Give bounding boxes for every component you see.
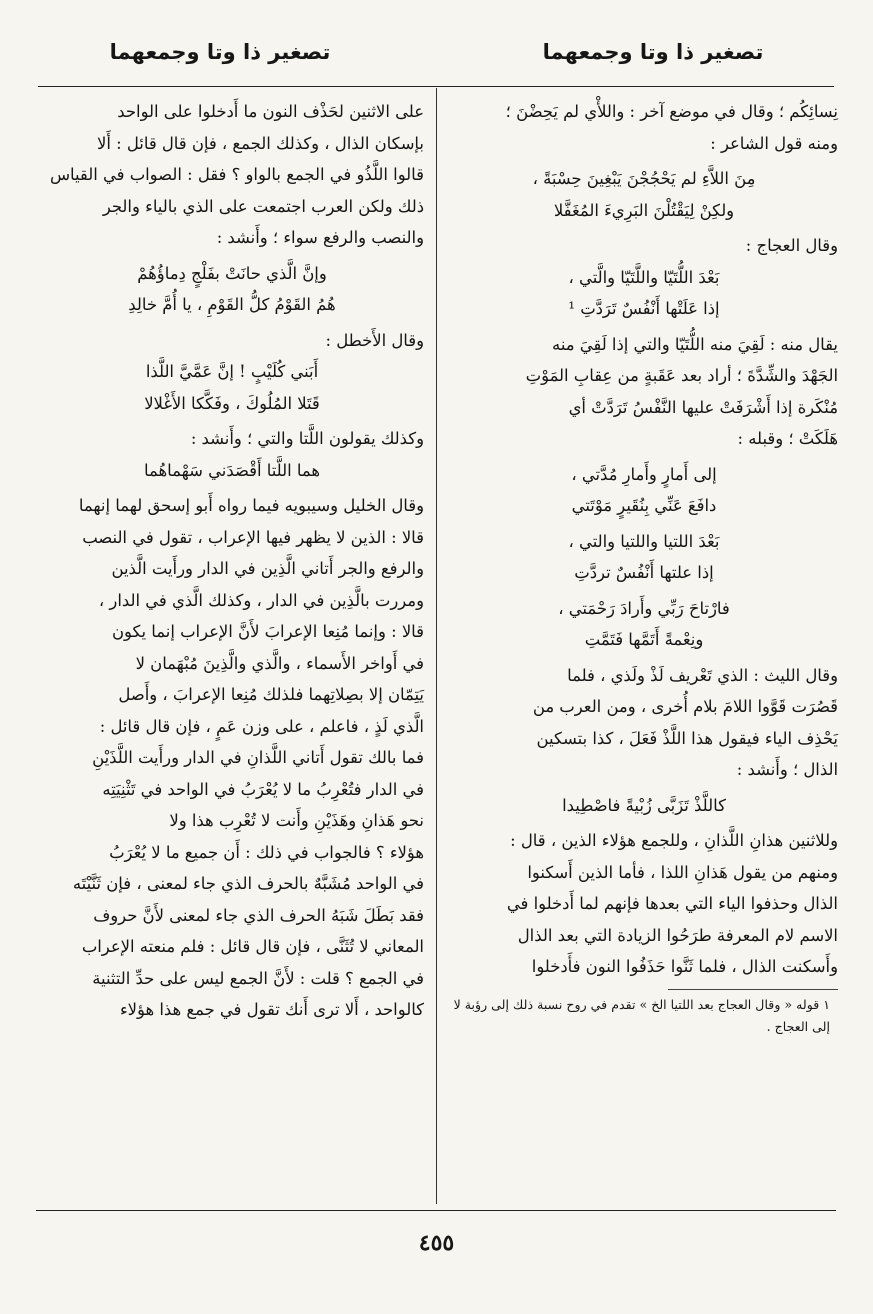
text-line: يقال منه : لَقِيَ منه اللُّتَيّا والتي إذا لَقِيَ منه <box>552 334 838 354</box>
verse-line: بَعْدَ اللتيا واللتيا والتي ، <box>568 531 720 551</box>
text-line: وقال العجاج : <box>745 236 838 255</box>
text-line: وقال الأَخطل : <box>325 330 424 350</box>
verse-line: فارْتاحَ رَبِّي وأَرادَ رَحْمَتي ، <box>558 598 730 618</box>
footnote: ١ قوله « وقال العجاج بعد اللتيا الخ » تقدم في روح نسبة ذلك إلى رؤبة لا إلى العجاج . <box>453 996 830 1034</box>
verse-line: أَبَني كُلَيْبٍ ! إنَّ عَمَّيَّ اللَّذا <box>145 362 319 381</box>
text-line: في الواحد مُشَبَّهٌ بالحرف الذي جاء لمعنى ، فإن ثَنَّيْتَه <box>72 874 424 893</box>
verse-line: بَعْدَ اللُّتَيّا واللَّتَيّا والَّتي ، <box>568 267 720 287</box>
text-line: الذال ؛ وأَنشد : <box>736 760 838 779</box>
text-line: الاسم لام المعرفة طرَحُوا الزيادة التي بعد الذال <box>517 925 838 945</box>
text-line: فما بالك تقول أَتاني اللَّذانِ في الدار ورأَيت اللَّذَيْنِ <box>92 748 424 767</box>
text-line: يَتِمّان إلا بصِلاتِهما فلذلك مُنِعا الإعرابَ ، وأَصل <box>118 685 424 704</box>
verse-line: هُمُ القَوْمُ كلُّ القَوْمِ ، يا أُمَّ خالِدِ <box>128 295 336 314</box>
text-line: والنصب والرفع سواء ؛ وأَنشد : <box>216 228 424 247</box>
verse-line: دافَعَ عَنِّي بِنُقَيرٍ مَوْتَتي <box>571 496 717 515</box>
footnote-rule <box>668 989 838 990</box>
text-line: قالوا اللَّذُو في الجمع بالواو ؟ فقل : الصواب في القياس <box>49 165 424 184</box>
header-rule <box>38 86 834 87</box>
text-line: كالواحد ، أَلا ترى أَنك تقول في جمع هذا هؤلاء <box>119 1000 424 1019</box>
verse-line: ونِعْمةً أَتَمَّها فَتَمَّتِ <box>584 630 704 649</box>
column-separator <box>436 88 437 1204</box>
text-line: وقال الليث : الذي تَعْريف لَذْ ولَذي ، فلما <box>567 665 838 685</box>
text-line: وأَسكنت الذال ، فلما ثَنَّوا حَذَفُوا النون فأَدخلوا <box>531 957 838 976</box>
text-line: هَلَكَتْ ؛ وقبله : <box>737 429 838 448</box>
text-line: الَّذي لَذٍ ، فاعلم ، على وزن عَمٍ ، فإن قال قائل : <box>99 716 424 736</box>
left-column <box>40 96 424 1026</box>
text-line: والرفع والجر أَتاني الَّذِين في الدار ورأَيت الَّذين <box>111 559 424 578</box>
text-line: وقال الخليل وسيبويه فيما رواه أَبو إسحق لهما إنهما <box>78 496 424 515</box>
right-column <box>450 96 838 1038</box>
verse-line: وإنَّ الَّذي حانَتْ بفَلْجٍ دِماؤُهُمْ <box>137 263 327 283</box>
text-line: وكذلك يقولون اللَّتا والتي ؛ وأَنشد : <box>190 429 424 448</box>
verse-line: إلى أَمارٍ وأَمارِ مُدَّتي ، <box>571 464 717 484</box>
text-line: مُنْكَرة إذا أَشْرَفَتْ عليها النَّفْسُ تَرَدَّتْ أي <box>568 397 838 417</box>
page-number: ٤٥٥ <box>418 1230 455 1256</box>
running-header <box>20 28 853 84</box>
text-line: المعاني لا تُثَنَّى ، فإن قال قائل : فلم منعته الإعراب <box>81 937 424 956</box>
text-line: في الجمع ؟ قلت : لأَنَّ الجمع ليس على حدِّ التثنية <box>92 968 424 988</box>
verse-line: ولكِنْ لِيَقْتُلْنَ البَرِيءَ المُغَفَّلا <box>553 200 735 220</box>
verse-line: قَتَلا المُلُوكَ ، وفَكَّكا الأَغْلالا <box>144 393 320 413</box>
text-line: نِسائِكُم ؛ وقال في موضع آخر : واللأْي لم يَحِضْنَ ؛ <box>505 102 838 121</box>
verse-line: هما اللَّتا أَقْصَدَني سَهْماهُما <box>144 460 320 480</box>
text-line: يَحْذِف الياء فيقول هذا اللَّذْ فَعَلَ ، كذا بتسكين <box>536 728 838 748</box>
text-line: في الدار فتُعْرِبُ ما لا يُعْرَبُ في الواحد في تَثْنِيَتِه <box>102 779 424 799</box>
footer-rule <box>36 1210 836 1211</box>
text-line: قَصُرَت قَوَّوا اللامَ بلام أُخرى ، ومن العرب من <box>532 697 838 716</box>
text-line: في أَواخر الأَسماء ، والَّذي والَّذِينَ مُبْهَمان لا <box>135 653 424 673</box>
verse-line: كاللَّذْ تَزَبَّى زُبْيةً فاصْطِيدا <box>562 795 726 815</box>
text-line: نحو هَذانِ وهَذَيْنِ وأَنت لا تُعْرِب هذا ولا <box>169 811 424 830</box>
text-line: الذال وحذفوا الياء التي بعدها فإنهم لما أَدخلوا في <box>506 894 838 913</box>
text-line: قالا : وإنما مُنِعا الإعرابَ لأَنَّ الإعراب إنما يكون <box>111 622 424 641</box>
header-title-left: تصغير ذا وتا وجمعهما <box>109 40 331 64</box>
text-line: ومررت بالَّذِين في الدار ، وكذلك الَّذي في الدار ، <box>98 590 424 610</box>
verse-line: إذا علتها أَنْفُسٌ تردَّتِ <box>574 563 714 582</box>
text-line: هؤلاء ؟ فالجواب في ذلك : أَن جميع ما لا يُعْرَبُ <box>109 842 424 862</box>
text-line: ومنه قول الشاعر : <box>710 133 838 153</box>
verse-line: إذا عَلَتْها أَنْفُسٌ تَرَدَّتِ ¹ <box>568 299 720 318</box>
verse-line: مِنَ اللاَّءِ لم يَحْجُجْنَ يَبْغِينَ حِسْبَةً ، <box>532 169 756 188</box>
text-line: فقد بَطَلَ شَبَهُ الحرف الذي جاء لمعنى لأَنَّ حروف <box>93 905 424 925</box>
text-line: بإسكان الذال ، وكذلك الجمع ، فإن قال قائل : أَلا <box>97 133 424 153</box>
text-line: قالا : الذين لا يظهر فيها الإعراب ، تقول في النصب <box>82 527 424 547</box>
text-line: ذلك ولكن العرب اجتمعت على الذي بالياء والجر <box>102 196 424 216</box>
header-title-right: تصغير ذا وتا وجمعهما <box>542 40 764 64</box>
text-line: وللاثنين هذانِ اللَّذانِ ، وللجمع هؤلاء الذين ، قال : <box>510 831 838 850</box>
text-line: الجَهْدَ والشِّدَّةَ ؛ أراد بعد عَقَبةٍ من عِقابِ المَوْتِ <box>525 366 838 385</box>
text-line: ومنهم من يقول هَذانِ اللذا ، فأما الذين أَسكنوا <box>527 862 838 882</box>
text-line: على الاثنين لحَذْف النون ما أَدخلوا على الواحد <box>117 102 424 121</box>
